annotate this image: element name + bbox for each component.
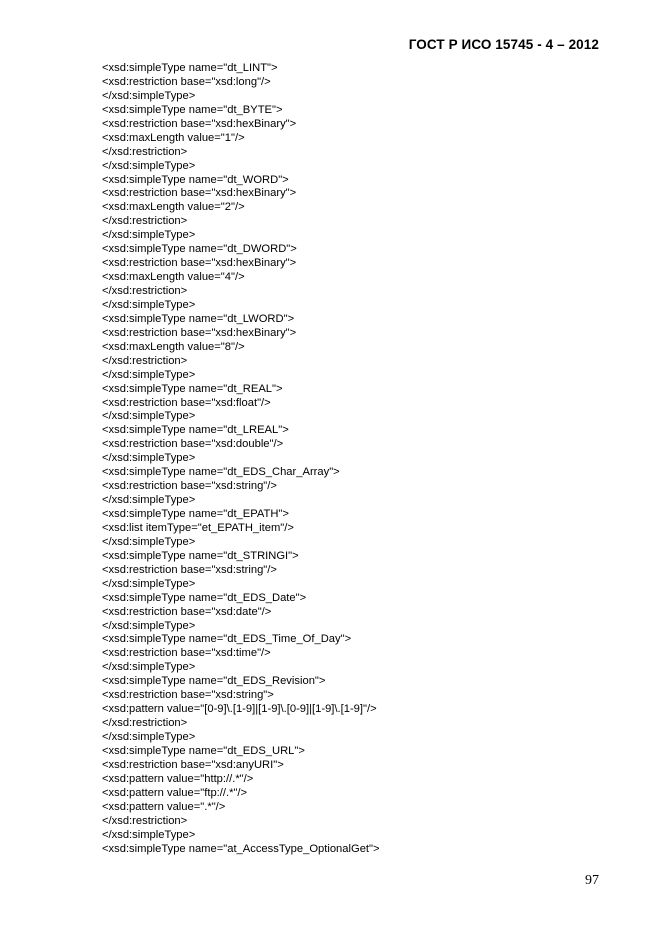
code-line: <xsd:maxLength value="4"/> (102, 271, 245, 284)
code-line: <xsd:restriction base="xsd:date"/> (102, 605, 272, 618)
code-line: <xsd:restriction base="xsd:long"/> (102, 75, 271, 88)
code-line: <xsd:restriction base="xsd:time"/> (102, 647, 271, 660)
code-line: <xsd:simpleType name="dt_REAL"> (102, 382, 283, 395)
code-line: <xsd:simpleType name="dt_EDS_Date"> (102, 591, 307, 604)
code-line: <xsd:pattern value=".*"/> (102, 800, 226, 813)
code-line: <xsd:list itemType="et_EPATH_item"/> (102, 521, 294, 534)
code-line: <xsd:simpleType name="dt_BYTE"> (102, 103, 283, 116)
code-line: <xsd:maxLength value="1"/> (102, 131, 245, 144)
code-line: <xsd:restriction base="xsd:string"> (102, 689, 274, 702)
page-number: 97 (585, 873, 599, 888)
code-line: </xsd:simpleType> (102, 452, 196, 465)
code-line: </xsd:simpleType> (102, 89, 196, 102)
code-line: <xsd:simpleType name="dt_LREAL"> (102, 424, 289, 437)
code-line: <xsd:maxLength value="8"/> (102, 340, 245, 353)
code-line: </xsd:simpleType> (102, 619, 196, 632)
code-line: </xsd:restriction> (102, 814, 188, 827)
code-line: </xsd:simpleType> (102, 577, 196, 590)
code-line: <xsd:pattern value="http://.*"/> (102, 772, 254, 785)
code-line: </xsd:simpleType> (102, 229, 196, 242)
code-line: <xsd:restriction base="xsd:hexBinary"> (102, 326, 297, 339)
code-line: <xsd:simpleType name="dt_EPATH"> (102, 508, 289, 520)
code-line: <xsd:restriction base="xsd:string"/> (102, 563, 277, 576)
code-line: <xsd:restriction base="xsd:hexBinary"> (102, 117, 297, 130)
code-line: </xsd:restriction> (102, 354, 188, 367)
code-line: <xsd:restriction base="xsd:anyURI"> (102, 758, 284, 771)
code-line: </xsd:restriction> (102, 285, 188, 297)
code-line: </xsd:simpleType> (102, 159, 196, 172)
code-line: </xsd:simpleType> (102, 298, 196, 311)
code-line: <xsd:pattern value="ftp://.*"/> (102, 786, 248, 799)
code-line: </xsd:simpleType> (102, 410, 196, 423)
code-line: </xsd:simpleType> (102, 661, 196, 674)
code-line: </xsd:restriction> (102, 145, 188, 158)
code-line: <xsd:maxLength value="2"/> (102, 201, 245, 214)
code-line: </xsd:simpleType> (102, 828, 196, 841)
code-line: </xsd:simpleType> (102, 731, 196, 743)
code-line: <xsd:simpleType name="dt_EDS_URL"> (102, 744, 305, 757)
code-line: <xsd:simpleType name="at_AccessType_OptionalGet"> (102, 842, 380, 855)
code-line: <xsd:restriction base="xsd:double"/> (102, 438, 284, 451)
code-line: </xsd:simpleType> (102, 494, 196, 507)
code-line: <xsd:simpleType name="dt_EDS_Char_Array"> (102, 466, 340, 479)
document-header: ГОСТ Р ИСО 15745 - 4 – 2012 (408, 37, 599, 52)
code-line: <xsd:simpleType name="dt_EDS_Revision"> (102, 675, 326, 688)
xsd-code-block (102, 62, 621, 856)
code-line: <xsd:simpleType name="dt_EDS_Time_Of_Day"> (102, 633, 352, 646)
code-line: <xsd:simpleType name="dt_DWORD"> (102, 243, 297, 256)
code-line: <xsd:simpleType name="dt_LINT"> (102, 62, 278, 74)
code-line: </xsd:simpleType> (102, 368, 196, 381)
code-line: </xsd:restriction> (102, 717, 188, 730)
code-line: <xsd:pattern value="[0-9]\.[1-9]|[1-9]\.[0-9]|[1-9]\.[1-9]"/> (102, 703, 377, 716)
code-line: <xsd:restriction base="xsd:hexBinary"> (102, 187, 297, 200)
code-line: <xsd:restriction base="xsd:string"/> (102, 480, 277, 493)
code-line: <xsd:simpleType name="dt_WORD"> (102, 173, 289, 186)
code-line: </xsd:restriction> (102, 215, 188, 228)
code-line: </xsd:simpleType> (102, 535, 196, 548)
code-line: <xsd:simpleType name="dt_LWORD"> (102, 312, 295, 325)
code-line: <xsd:simpleType name="dt_STRINGI"> (102, 549, 299, 562)
code-line: <xsd:restriction base="xsd:hexBinary"> (102, 257, 297, 270)
code-line: <xsd:restriction base="xsd:float"/> (102, 396, 271, 409)
